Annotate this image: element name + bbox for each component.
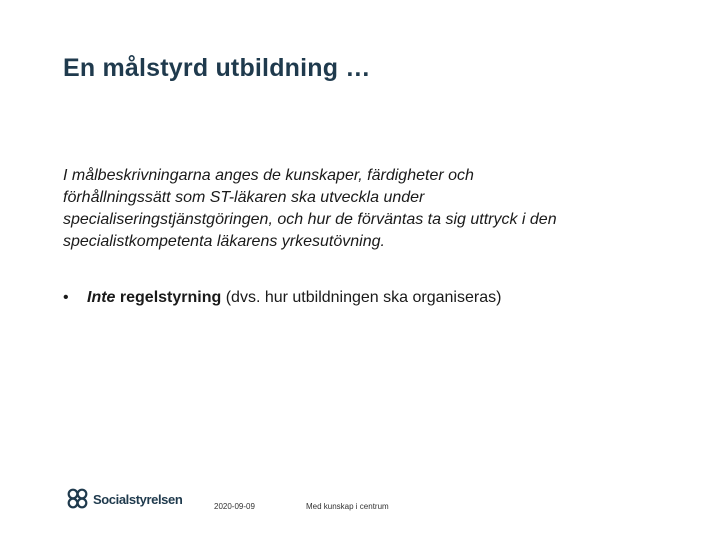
footer-tagline: Med kunskap i centrum bbox=[306, 502, 389, 511]
body-line: specialistkompetenta läkarens yrkesutövning. bbox=[63, 233, 385, 250]
bullet-normal-text: (dvs. hur utbildningen ska organiseras) bbox=[221, 289, 502, 306]
bullet-emphasis: Inte bbox=[87, 289, 116, 306]
body-line: specialiseringstjänstgöringen, och hur de förväntas ta sig uttryck i den bbox=[63, 211, 557, 228]
socialstyrelsen-emblem-icon bbox=[66, 488, 90, 510]
socialstyrelsen-logo bbox=[66, 488, 182, 510]
body-line: I målbeskrivningarna anges de kunskaper, färdigheter och bbox=[63, 167, 474, 184]
slide-title: En målstyrd utbildning … bbox=[63, 54, 371, 82]
footer-date: 2020-09-09 bbox=[214, 502, 255, 511]
bullet-bold-rest: regelstyrning bbox=[115, 289, 222, 306]
bullet-marker: • bbox=[63, 289, 69, 306]
logo-text: Socialstyrelsen bbox=[93, 491, 183, 507]
body-paragraph bbox=[63, 165, 663, 253]
body-line: förhållningssätt som ST-läkaren ska utveckla under bbox=[63, 189, 425, 206]
bullet-item bbox=[63, 289, 501, 307]
bullet-bold-text bbox=[87, 289, 221, 306]
